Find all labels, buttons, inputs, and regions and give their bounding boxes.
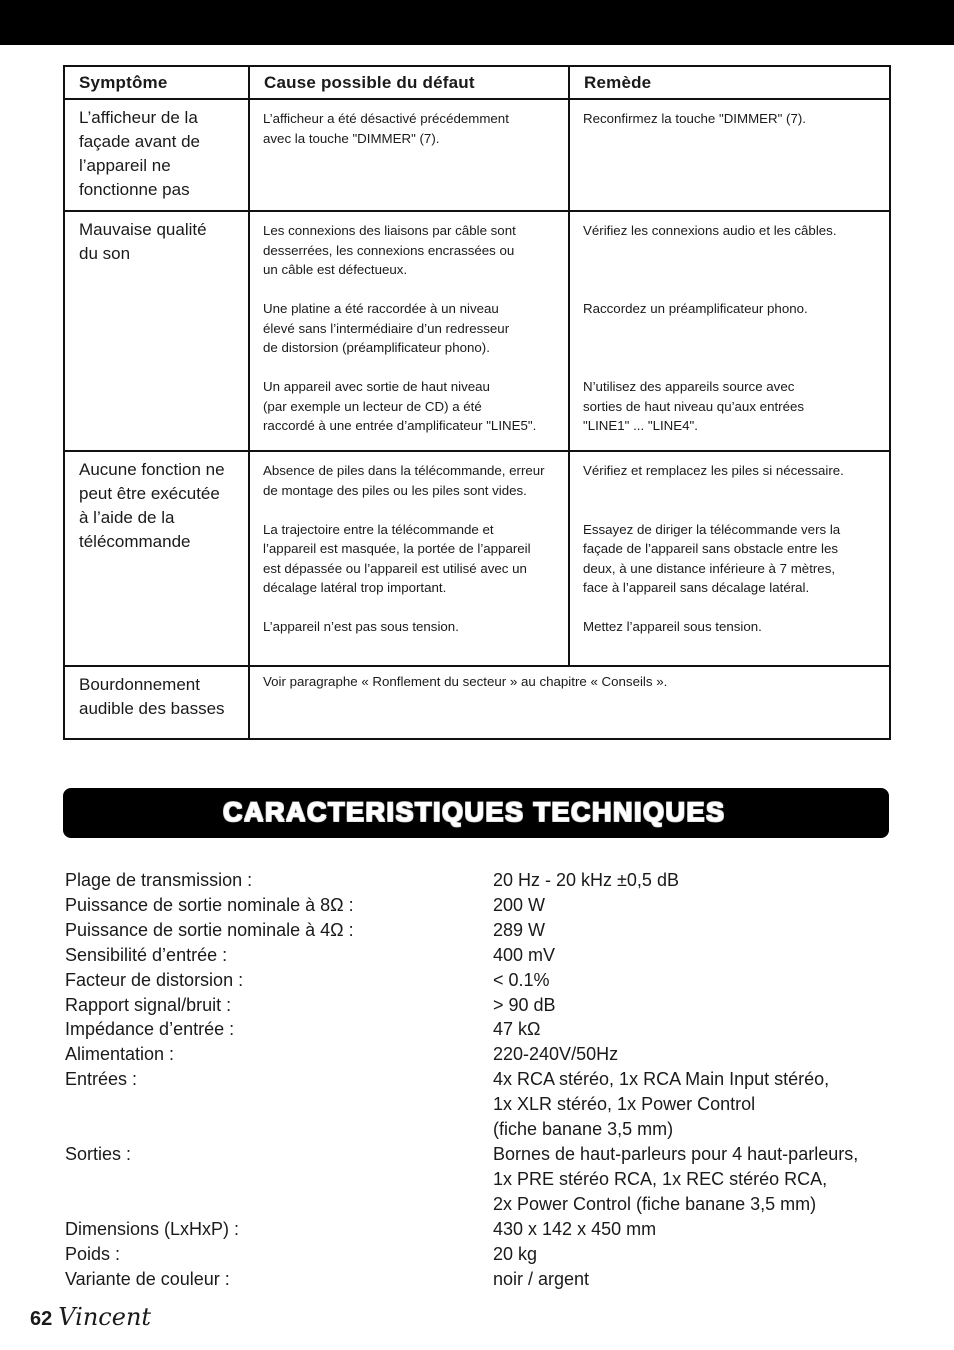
table-row [64,211,890,451]
spec-row [65,1217,895,1242]
spec-value: Bornes de haut-parleurs pour 4 haut-parleurs, 1x PRE stéréo RCA, 1x REC stéréo RCA, 2x Power Control (fiche banane 3,5 mm) [493,1143,859,1214]
remedy-text: N’utilisez des appareils source avec sorties de haut niveau qu’aux entrées "LINE1" ... "LINE4". [583,379,805,433]
spec-row [65,1067,895,1142]
spec-label: Entrées : [65,1069,138,1090]
table-row [64,99,890,211]
spec-row [65,1017,895,1042]
merged-text: Voir paragraphe « Ronflement du secteur » au chapitre « Conseils ». [263,674,668,689]
spec-value: 289 W [493,919,546,940]
symptom-cell [64,99,249,211]
cause-text: La trajectoire entre la télécommande et l’appareil est masquée, la portée de l’appareil est dépassée ou l’appareil est utilisé avec un décalage latéral trop important. [263,521,531,595]
cause-text: L’appareil n’est pas sous tension. [263,619,459,634]
cause-text: Une platine a été raccordée à un niveau élevé sans l’intermédiaire d’un redresseur de distorsion (préamplificateur phono). [263,301,510,355]
spec-label: Sorties : [65,1143,132,1164]
page-footer [30,1303,151,1335]
spec-label: Variante de couleur : [65,1268,230,1289]
symptom-text: Aucune fonction ne peut être exécutée à l’aide de la télécommande [79,460,225,551]
specs-list [65,868,895,1291]
spec-value: 200 W [493,894,546,915]
remedy-cell [569,451,890,666]
remedy-cell [569,211,890,451]
spec-label: Puissance de sortie nominale à 4Ω : [65,919,354,940]
table-row [64,451,890,666]
spec-row [65,993,895,1018]
spec-value: > 90 dB [493,994,556,1015]
cause-text: Les connexions des liaisons par câble sont desserrées, les connexions encrassées ou un câble est défectueux. [263,223,516,277]
header-symptom: Symptôme [64,66,249,99]
page-number: 62 [30,1308,53,1330]
spec-value: noir / argent [493,1268,590,1289]
spec-row [65,1267,895,1292]
cause-text: L’afficheur a été désactivé précédemment avec la touche "DIMMER" (7). [263,111,509,146]
symptom-cell [64,211,249,451]
symptom-cell [64,666,249,739]
remedy-text: Essayez de diriger la télécommande vers la façade de l’appareil sans obstacle entre les deux, à une distance inférieure à 7 mètres, face à l’appareil sans décalage latéral. [583,521,841,595]
brand-logo: Vincent [58,1303,152,1331]
spec-value: 220-240V/50Hz [493,1044,619,1065]
spec-label: Facteur de distorsion : [65,969,244,990]
header-remedy: Remède [569,66,890,99]
section-title: CARACTERISTIQUES TECHNIQUES [223,797,726,827]
symptom-cell [64,451,249,666]
spec-value: < 0.1% [493,969,550,990]
merged-cause-remedy-cell [249,666,890,739]
spec-row [65,968,895,993]
remedy-cell [569,99,890,211]
spec-label: Sensibilité d’entrée : [65,944,228,965]
remedy-text: Vérifiez les connexions audio et les câbles. [583,223,837,238]
spec-label: Puissance de sortie nominale à 8Ω : [65,894,354,915]
cause-cell [249,451,569,666]
header-cause: Cause possible du défaut [249,66,569,99]
top-bar [0,0,954,45]
remedy-text: Raccordez un préamplificateur phono. [583,301,808,316]
symptom-text: Mauvaise qualité du son [79,220,207,263]
spec-value: 4x RCA stéréo, 1x RCA Main Input stéréo, 1x XLR stéréo, 1x Power Control (fiche banane 3,5 mm) [493,1069,830,1140]
spec-row [65,1142,895,1217]
section-banner [63,788,889,838]
remedy-text: Mettez l’appareil sous tension. [583,619,762,634]
spec-value: 400 mV [493,944,556,965]
remedy-text: Vérifiez et remplacez les piles si nécessaire. [583,463,844,478]
cause-cell [249,211,569,451]
remedy-text: Reconfirmez la touche "DIMMER" (7). [583,111,806,126]
spec-label: Alimentation : [65,1044,175,1065]
symptom-text: Bourdonnement audible des basses [79,675,225,718]
spec-value: 20 kg [493,1243,538,1264]
cause-text: Absence de piles dans la télécommande, erreur de montage des piles ou les piles sont vides. [263,463,545,498]
cause-cell [249,99,569,211]
spec-row [65,1242,895,1267]
table-header-row [64,66,890,99]
spec-value: 20 Hz - 20 kHz ±0,5 dB [493,870,679,890]
symptom-text: L’afficheur de la façade avant de l’appareil ne fonctionne pas [79,108,200,199]
spec-label: Poids : [65,1243,121,1264]
spec-label: Plage de transmission : [65,870,253,890]
table-row [64,666,890,739]
cause-text: Un appareil avec sortie de haut niveau (par exemple un lecteur de CD) a été raccordé à une entrée d’amplificateur "LINE5". [263,379,537,433]
spec-row [65,943,895,968]
spec-row [65,868,895,893]
troubleshooting-table [63,65,891,740]
spec-label: Dimensions (LxHxP) : [65,1218,240,1239]
spec-label: Impédance d’entrée : [65,1019,235,1040]
spec-value: 430 x 142 x 450 mm [493,1218,657,1239]
spec-value: 47 kΩ [493,1019,541,1040]
spec-row [65,893,895,918]
spec-row [65,1042,895,1067]
spec-row [65,918,895,943]
spec-label: Rapport signal/bruit : [65,994,232,1015]
